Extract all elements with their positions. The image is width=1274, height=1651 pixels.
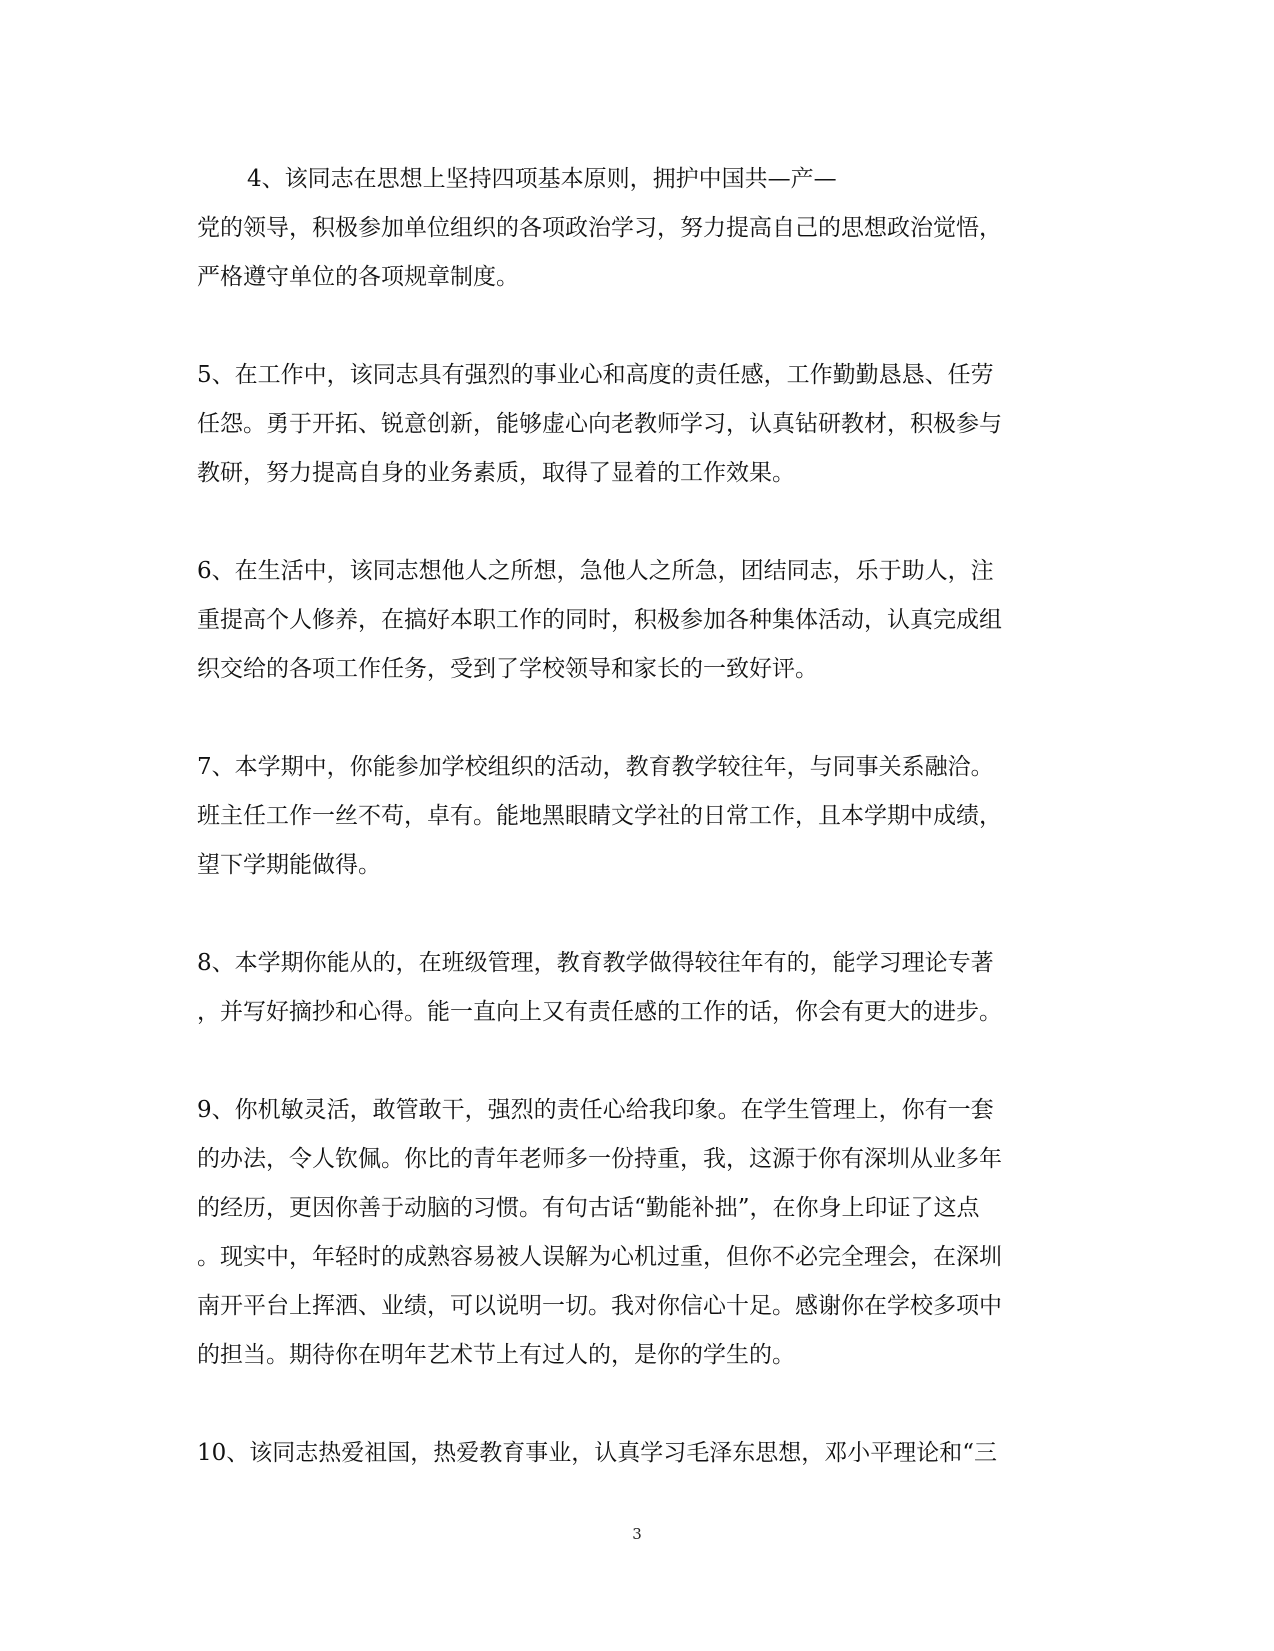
paragraph-line: 南开平台上挥洒、业绩，可以说明一切。我对你信心十足。感谢你在学校多项中 [197,1293,1002,1319]
paragraph-4 [197,155,1077,302]
paragraph-line: ，并写好摘抄和心得。能一直向上又有责任感的工作的话，你会有更大的进步。 [197,999,1002,1025]
paragraph-line: 的经历，更因你善于动脑的习惯。有句古话“勤能补拙”，在你身上印证了这点 [197,1195,980,1221]
paragraph-line: 4、该同志在思想上坚持四项基本原则，拥护中国共—产— [247,166,837,192]
paragraph-line: 教研，努力提高自身的业务素质，取得了显着的工作效果。 [197,460,795,486]
page-number: 3 [632,1525,642,1543]
paragraph-line: 任怨。勇于开拓、锐意创新，能够虚心向老教师学习，认真钻研教材，积极参与 [197,411,1002,437]
paragraph-line: 严格遵守单位的各项规章制度。 [197,264,519,290]
paragraph-line: 党的领导，积极参加单位组织的各项政治学习，努力提高自己的思想政治觉悟， [197,215,1002,241]
paragraph-line: 的担当。期待你在明年艺术节上有过人的，是你的学生的。 [197,1342,795,1368]
paragraph-line: 望下学期能做得。 [197,852,381,878]
paragraph-line: 重提高个人修养，在搞好本职工作的同时，积极参加各种集体活动，认真完成组 [197,607,1002,633]
paragraph-8 [197,939,1077,1037]
paragraph-line: 6、在生活中，该同志想他人之所想，急他人之所急，团结同志，乐于助人，注 [197,558,994,584]
paragraph-line: 班主任工作一丝不苟，卓有。能地黑眼睛文学社的日常工作，且本学期中成绩， [197,803,1002,829]
paragraph-line: 5、在工作中，该同志具有强烈的事业心和高度的责任感，工作勤勤恳恳、任劳 [197,362,994,388]
paragraph-line: 织交给的各项工作任务，受到了学校领导和家长的一致好评。 [197,656,818,682]
document-body [197,155,1077,1527]
paragraph-line: 。现实中，年轻时的成熟容易被人误解为心机过重，但你不必完全理会，在深圳 [197,1244,1002,1270]
paragraph-9 [197,1086,1077,1380]
paragraph-line: 8、本学期你能从的，在班级管理，教育教学做得较往年有的，能学习理论专著 [197,950,994,976]
paragraph-line: 的办法，令人钦佩。你比的青年老师多一份持重，我，这源于你有深圳从业多年 [197,1146,1002,1172]
paragraph-5 [197,351,1077,498]
paragraph-7 [197,743,1077,890]
paragraph-line: 9、你机敏灵活，敢管敢干，强烈的责任心给我印象。在学生管理上，你有一套 [197,1097,994,1123]
paragraph-6 [197,547,1077,694]
paragraph-line: 7、本学期中，你能参加学校组织的活动，教育教学较往年，与同事关系融洽。 [197,754,994,780]
paragraph-line: 10、该同志热爱祖国，热爱教育事业，认真学习毛泽东思想，邓小平理论和“三 [197,1440,998,1466]
paragraph-10 [197,1429,1077,1478]
